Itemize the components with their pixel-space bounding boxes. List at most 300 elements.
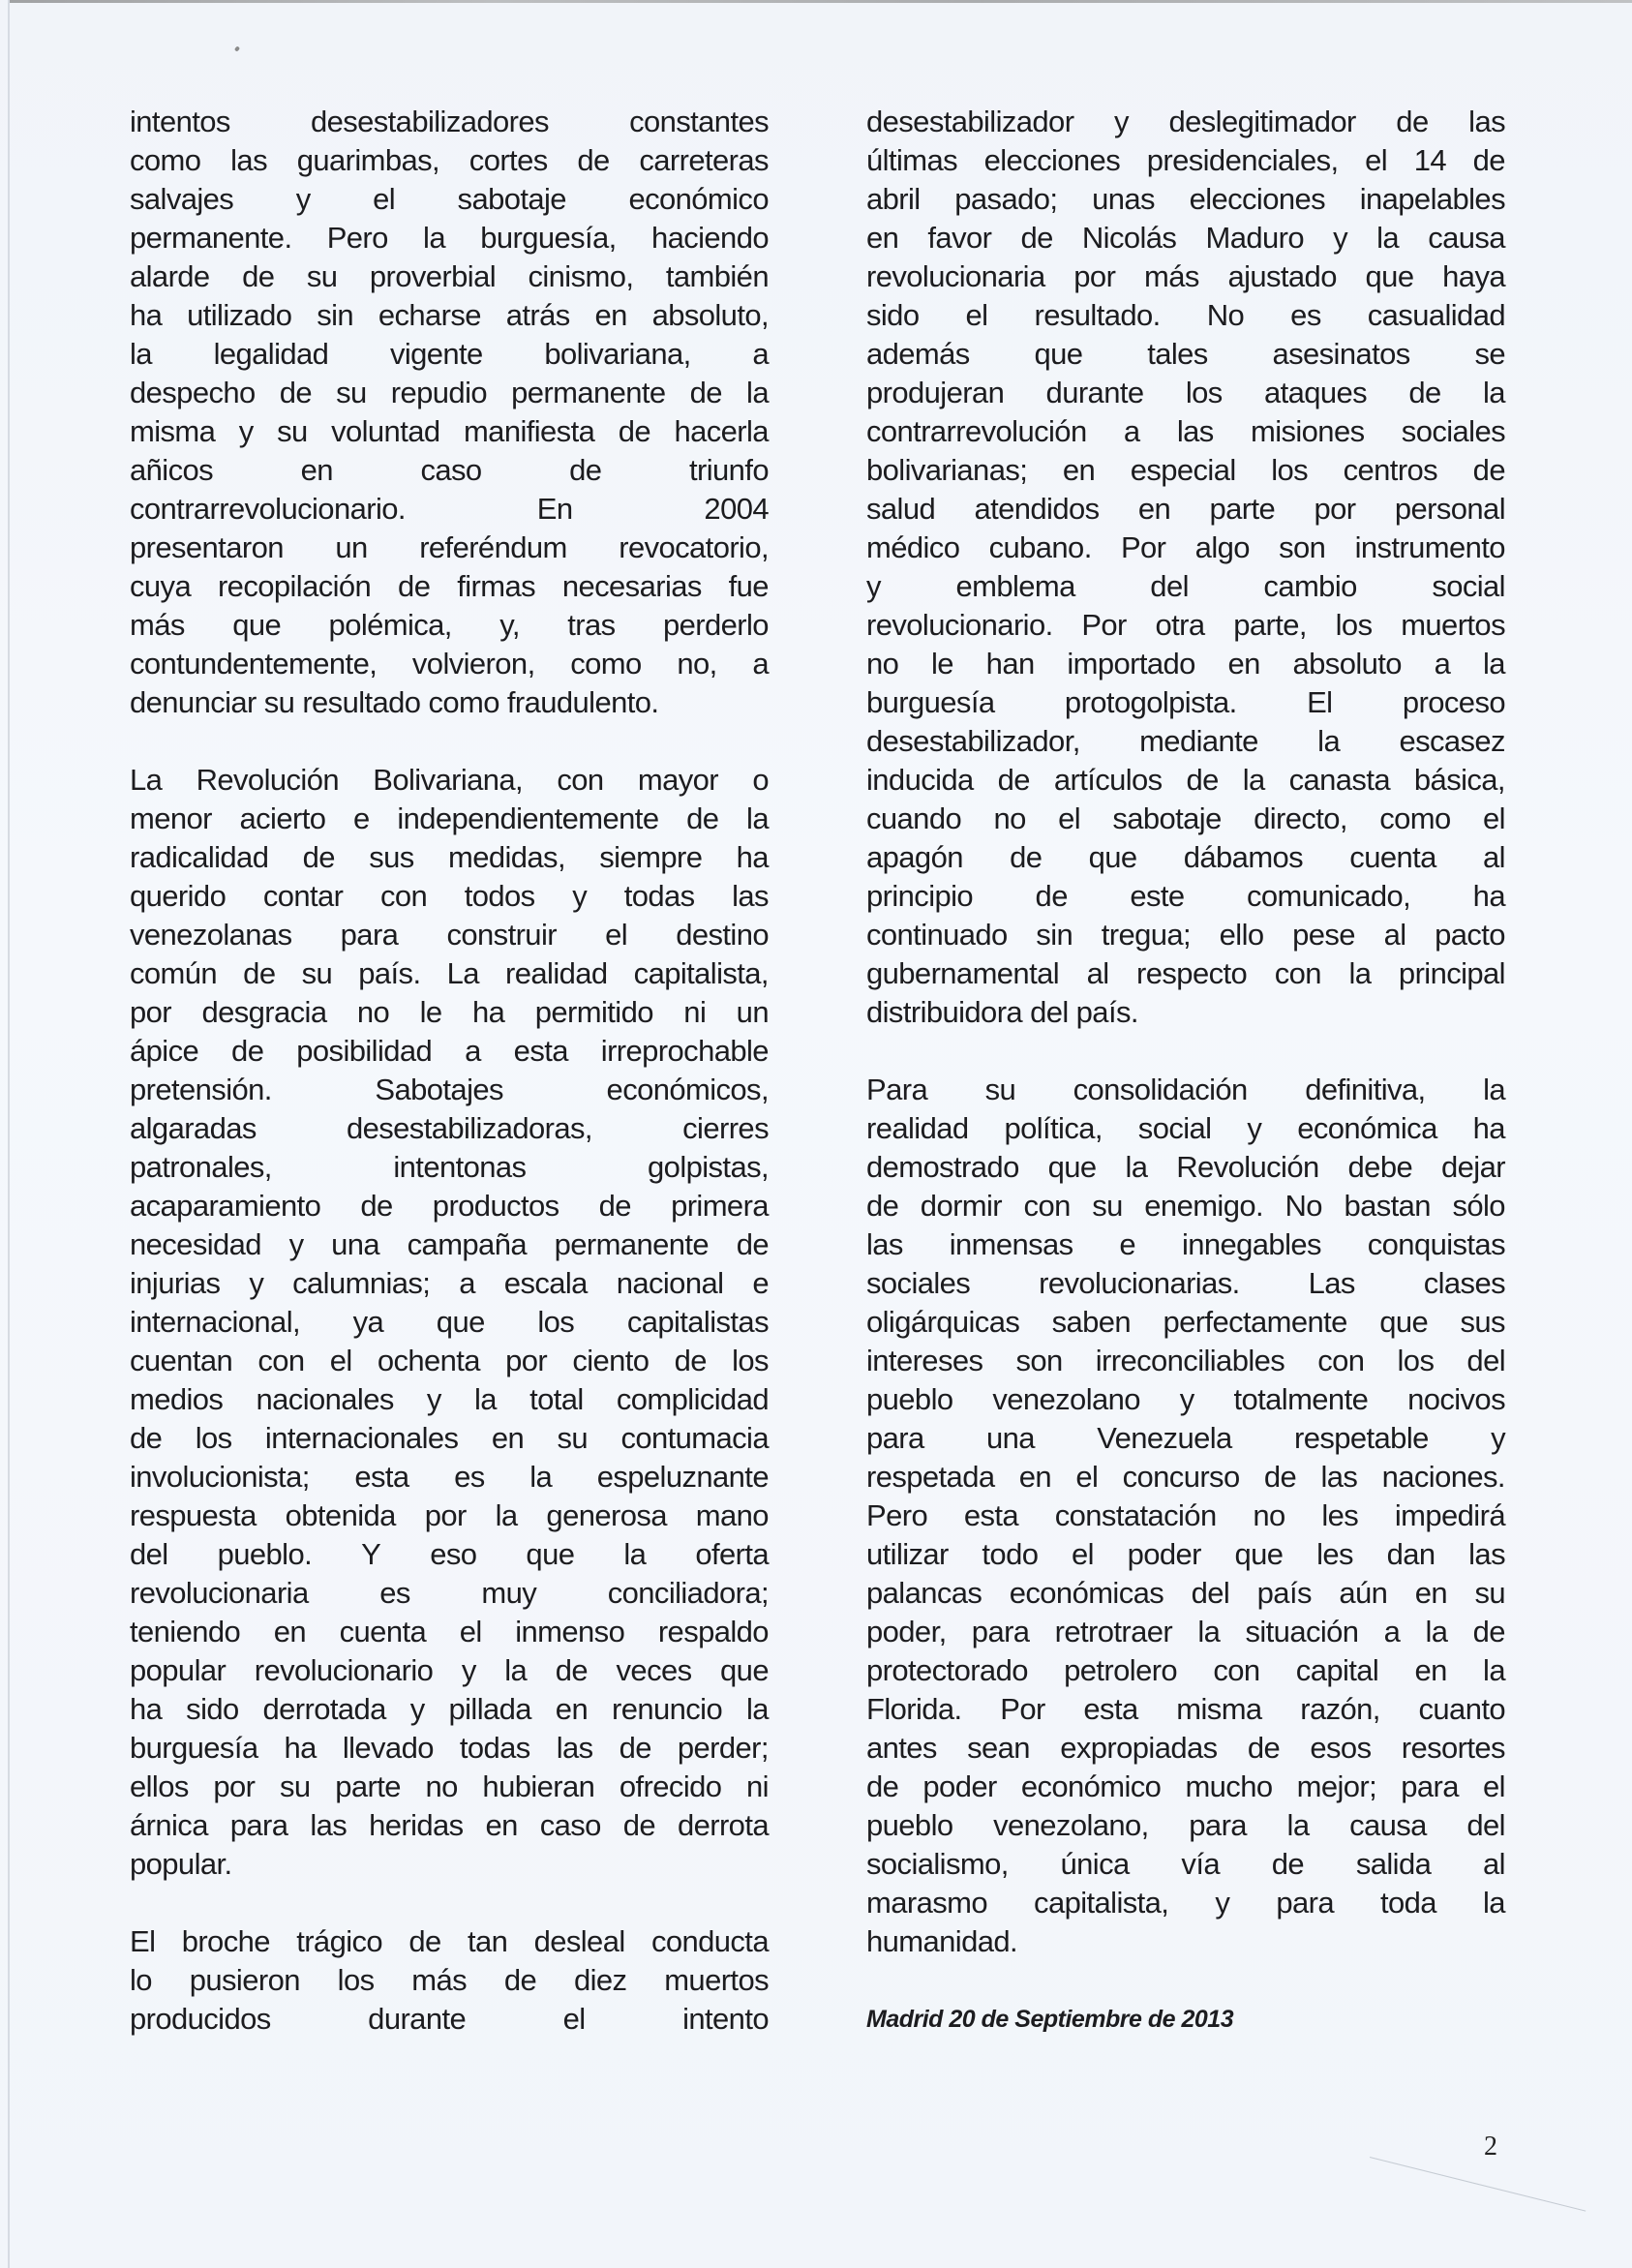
word: Por	[1081, 608, 1127, 642]
text-line	[130, 180, 769, 219]
word: ellos	[130, 1769, 189, 1803]
word: realidad	[866, 1111, 969, 1145]
text-line: distribuidora del país.	[866, 995, 1138, 1029]
word: todos	[464, 879, 535, 913]
text-line	[866, 645, 1505, 683]
text-line	[866, 296, 1505, 335]
word: médico	[866, 530, 960, 564]
word: presidenciales,	[1146, 143, 1339, 177]
word: y	[572, 879, 588, 913]
word: los	[195, 1421, 232, 1455]
word: los	[1271, 453, 1309, 487]
text-line	[130, 916, 769, 954]
word: que	[1047, 1150, 1097, 1184]
word: de	[1408, 376, 1441, 409]
word: total	[529, 1382, 584, 1416]
text-line	[866, 1303, 1505, 1342]
word: muertos	[1401, 608, 1505, 642]
word: burguesía	[130, 1731, 258, 1765]
word: últimas	[866, 143, 957, 177]
word: producidos	[130, 2002, 271, 2036]
word: tregua;	[1101, 918, 1192, 952]
word: de	[302, 840, 335, 874]
word: triunfo	[689, 453, 769, 487]
word: pese	[1292, 918, 1355, 952]
word: ápice	[130, 1034, 199, 1068]
word: antes	[866, 1731, 937, 1765]
word: la	[529, 1460, 553, 1494]
text-line	[130, 1497, 769, 1535]
word: la	[1483, 1073, 1505, 1106]
word: de	[503, 1963, 537, 1997]
word: desgracia	[201, 995, 327, 1029]
word: bastan	[1344, 1189, 1431, 1223]
word: causa	[1428, 221, 1505, 255]
word: ochenta	[377, 1344, 480, 1377]
text-line	[130, 412, 769, 451]
text-line	[866, 412, 1505, 451]
word: pueblo.	[217, 1537, 313, 1571]
word: tan	[467, 1924, 508, 1958]
text-line	[130, 1187, 769, 1225]
word: 2004	[704, 492, 769, 526]
word: atendidos	[974, 492, 1100, 526]
text-line	[866, 1148, 1505, 1187]
text-line	[130, 335, 769, 374]
word: importado	[1067, 647, 1195, 680]
word: por	[213, 1769, 256, 1803]
word: definitiva,	[1305, 1073, 1426, 1106]
word: durante	[368, 2002, 467, 2036]
word: ataques	[1263, 376, 1368, 409]
word: esta	[963, 1498, 1019, 1532]
word: Revolución	[1176, 1150, 1319, 1184]
word: perfectamente	[1163, 1305, 1347, 1339]
word: ha	[472, 995, 505, 1029]
word: trágico	[296, 1924, 383, 1958]
text-line	[130, 1651, 769, 1690]
word: todas	[459, 1731, 530, 1765]
word: y	[1333, 221, 1348, 255]
text-line	[866, 180, 1505, 219]
word: dábamos	[1183, 840, 1304, 874]
text-line	[866, 1419, 1505, 1458]
word: de	[997, 763, 1030, 797]
word: esta	[513, 1034, 568, 1068]
text-line	[130, 1768, 769, 1806]
word: escasez	[1399, 724, 1505, 758]
left-column	[130, 103, 769, 2077]
word: de	[279, 376, 313, 409]
word: diez	[573, 1963, 627, 1997]
word: impedirá	[1394, 1498, 1505, 1532]
text-line	[866, 1380, 1505, 1419]
word: espeluznante	[596, 1460, 769, 1494]
word: el	[1058, 801, 1080, 835]
word: misiones	[1250, 414, 1365, 448]
word: utilizado	[187, 298, 292, 332]
text-line	[866, 141, 1505, 180]
word: capitalista,	[1034, 1886, 1169, 1920]
word: sociales	[1401, 414, 1505, 448]
word: la	[1286, 1808, 1310, 1842]
word: favor	[927, 221, 992, 255]
word: su	[984, 1073, 1016, 1106]
word: de	[1247, 1731, 1281, 1765]
word: de	[130, 1421, 163, 1455]
word: constantes	[629, 105, 769, 138]
word: la	[1242, 763, 1265, 797]
paragraph	[130, 103, 769, 722]
word: que	[1234, 1537, 1284, 1571]
word: poder	[922, 1769, 997, 1803]
word: petrolero	[1064, 1653, 1178, 1687]
word: más	[1143, 259, 1199, 293]
word: independientemente	[397, 801, 659, 835]
word: constatación	[1054, 1498, 1217, 1532]
text-line	[866, 1264, 1505, 1303]
text-line	[130, 645, 769, 683]
word: Nicolás	[1081, 221, 1177, 255]
word: ello	[1219, 918, 1264, 952]
word: cuentan	[130, 1344, 233, 1377]
paragraph	[866, 103, 1505, 1032]
word: tales	[1147, 337, 1208, 371]
word: comunicado,	[1247, 879, 1411, 913]
text-line	[866, 838, 1505, 877]
text-line	[130, 1535, 769, 1574]
text-line	[130, 2000, 769, 2039]
text-line	[866, 1497, 1505, 1535]
word: artículos	[1053, 763, 1163, 797]
text-line	[130, 1071, 769, 1109]
word: ajustado	[1227, 259, 1337, 293]
word: su	[306, 259, 338, 293]
text-line	[130, 954, 769, 993]
right-column	[866, 103, 1505, 2039]
word: eso	[430, 1537, 477, 1571]
word: en	[555, 1692, 589, 1726]
word: especial	[1130, 453, 1236, 487]
paper-crease	[1370, 2157, 1586, 2212]
word: irreconciliables	[1095, 1344, 1285, 1377]
word: del	[1191, 1576, 1230, 1610]
text-line	[866, 374, 1505, 412]
word: y	[426, 1382, 441, 1416]
word: a	[1434, 647, 1451, 680]
word: ha	[736, 840, 769, 874]
word: contundentemente,	[130, 647, 378, 680]
word: económico	[1020, 1769, 1162, 1803]
word: sin	[1036, 918, 1073, 952]
word: para	[1189, 1808, 1247, 1842]
word: dormir	[920, 1189, 1003, 1223]
word: del	[1150, 569, 1189, 603]
text-line	[130, 877, 769, 916]
word: obtenida	[285, 1498, 396, 1532]
word: inmensas	[949, 1227, 1073, 1261]
text-line	[130, 1342, 769, 1380]
word: algaradas	[130, 1111, 257, 1145]
word: echarse	[378, 298, 481, 332]
word: concurso	[1122, 1460, 1240, 1494]
word: de	[1271, 1847, 1305, 1881]
word: hubieran	[482, 1769, 595, 1803]
text-line	[130, 451, 769, 490]
text-line	[130, 1961, 769, 2000]
word: naciones.	[1381, 1460, 1505, 1494]
word: unas	[1092, 182, 1155, 216]
word: con	[557, 763, 604, 797]
word: contrarrevolución	[866, 414, 1087, 448]
word: medios	[130, 1382, 224, 1416]
word: Bolivariana,	[373, 763, 524, 797]
word: socialismo,	[866, 1847, 1009, 1881]
word: en	[1414, 1653, 1447, 1687]
word: de	[866, 1769, 899, 1803]
word: cierres	[682, 1111, 769, 1145]
word: contar	[262, 879, 344, 913]
word: revolucionaria	[866, 259, 1045, 293]
word: el	[562, 2002, 586, 2036]
word: e	[752, 1266, 769, 1300]
word: retrotraer	[1054, 1615, 1173, 1648]
word: desleal	[533, 1924, 625, 1958]
word: enemigo.	[1144, 1189, 1264, 1223]
word: innegables	[1181, 1227, 1321, 1261]
word: la	[1483, 647, 1505, 680]
word: de	[231, 1034, 264, 1068]
word: pretensión.	[130, 1073, 272, 1106]
word: al	[1483, 840, 1505, 874]
word: son	[1015, 1344, 1063, 1377]
word: la	[423, 221, 445, 255]
word: mayor	[637, 763, 719, 797]
word: todo	[982, 1537, 1039, 1571]
word: con	[379, 879, 428, 913]
word: cortes	[468, 143, 548, 177]
text-line	[130, 141, 769, 180]
word: ni	[683, 995, 707, 1029]
word: causa	[1349, 1808, 1427, 1842]
word: la	[495, 1498, 518, 1532]
text-line	[866, 1884, 1505, 1922]
word: su	[1092, 1189, 1123, 1223]
word: la	[1425, 1615, 1448, 1648]
page-left-edge	[8, 0, 10, 2268]
word: de	[1010, 840, 1043, 874]
word: esta	[1083, 1692, 1138, 1726]
word: legalidad	[213, 337, 329, 371]
word: en	[485, 1808, 518, 1842]
text-line	[130, 606, 769, 645]
word: desestabilizadores	[310, 105, 549, 138]
word: de	[686, 801, 719, 835]
word: demostrado	[866, 1150, 1019, 1184]
text-line	[866, 1845, 1505, 1884]
word: y,	[499, 608, 520, 642]
word: su	[280, 1769, 311, 1803]
word: aún	[1339, 1576, 1388, 1610]
word: los	[1335, 608, 1373, 642]
word: pueblo	[866, 1382, 953, 1416]
word: la	[1317, 724, 1341, 758]
word: Por	[1000, 1692, 1045, 1726]
word: generosa	[546, 1498, 667, 1532]
word: de	[674, 1344, 707, 1377]
word: toda	[1380, 1886, 1436, 1920]
word: en	[1018, 1460, 1052, 1494]
word: de	[360, 1189, 393, 1223]
word: del	[130, 1537, 168, 1571]
word: contumacia	[620, 1421, 769, 1455]
word: que	[526, 1537, 575, 1571]
word: llevado	[342, 1731, 434, 1765]
word: una	[331, 1227, 380, 1261]
word: principal	[1398, 956, 1505, 990]
text-line	[866, 219, 1505, 257]
word: en	[1414, 1576, 1447, 1610]
word: palancas	[866, 1576, 982, 1610]
word: común	[130, 956, 218, 990]
word: Y	[361, 1537, 381, 1571]
word: venezolano	[992, 1382, 1140, 1416]
word: a	[752, 337, 769, 371]
text-line	[130, 838, 769, 877]
word: protectorado	[866, 1653, 1028, 1687]
word: que	[720, 1653, 769, 1687]
word: conducta	[650, 1924, 769, 1958]
word: ya	[352, 1305, 384, 1339]
word: siempre	[599, 840, 703, 874]
word: Pero	[866, 1498, 928, 1532]
text-line	[866, 1187, 1505, 1225]
word: construir	[446, 918, 557, 952]
word: perder;	[677, 1731, 769, 1765]
page-top-edge	[8, 0, 1632, 3]
word: como	[1379, 801, 1451, 835]
word: abril	[866, 182, 921, 216]
text-line	[866, 567, 1505, 606]
word: para	[1276, 1886, 1334, 1920]
word: Pero	[326, 221, 388, 255]
word: sus	[1460, 1305, 1505, 1339]
word: la	[1125, 1150, 1148, 1184]
word: la	[504, 1653, 528, 1687]
word: que	[1034, 337, 1083, 371]
word: añicos	[130, 453, 214, 487]
word: e	[353, 801, 370, 835]
word: radicalidad	[130, 840, 269, 874]
word: por	[505, 1344, 548, 1377]
word: venezolano,	[993, 1808, 1149, 1842]
word: como	[130, 143, 201, 177]
scan-speck	[234, 45, 240, 51]
word: de	[243, 956, 276, 990]
text-line	[130, 1419, 769, 1458]
word: contrarrevolucionario.	[130, 492, 406, 526]
word: pacto	[1435, 918, 1505, 952]
word: la	[1483, 1886, 1505, 1920]
word: resultado.	[1034, 298, 1161, 332]
word: esta	[354, 1460, 409, 1494]
word: le	[419, 995, 442, 1029]
word: inmenso	[515, 1615, 625, 1648]
word: el	[1072, 1537, 1094, 1571]
word: se	[1474, 337, 1505, 371]
word: los	[1185, 376, 1223, 409]
word: con	[1274, 956, 1321, 990]
word: cuya	[130, 569, 192, 603]
word: salida	[1355, 1847, 1432, 1881]
word: calumnias;	[292, 1266, 431, 1300]
word: el	[459, 1615, 482, 1648]
word: cuenta	[1349, 840, 1436, 874]
word: revolucionario	[254, 1653, 434, 1687]
word: nacionales	[256, 1382, 394, 1416]
word: realidad	[505, 956, 608, 990]
word: No	[1284, 1189, 1322, 1223]
right-column-body	[866, 103, 1505, 1961]
word: despecho	[130, 376, 256, 409]
word: durante	[1045, 376, 1144, 409]
word: para	[229, 1808, 288, 1842]
word: apagón	[866, 840, 963, 874]
word: broche	[181, 1924, 270, 1958]
word: sean	[967, 1731, 1030, 1765]
word: permitido	[534, 995, 653, 1029]
text-line	[866, 1729, 1505, 1768]
word: revolucionario.	[866, 608, 1053, 642]
word: nacional	[616, 1266, 724, 1300]
text-line	[130, 1225, 769, 1264]
text-line	[866, 683, 1505, 722]
word: burguesía	[866, 685, 995, 719]
word: un	[736, 995, 769, 1029]
word: la	[130, 337, 152, 371]
word: las	[1468, 1537, 1505, 1571]
text-line	[130, 529, 769, 567]
word: consolidación	[1073, 1073, 1248, 1106]
word: en	[300, 453, 333, 487]
word: del	[1466, 1344, 1505, 1377]
word: querido	[130, 879, 227, 913]
text-line	[866, 1690, 1505, 1729]
word: para	[340, 918, 399, 952]
word: inducida	[866, 763, 974, 797]
word: las	[1176, 414, 1214, 448]
word: proceso	[1402, 685, 1505, 719]
word: y	[1215, 1886, 1230, 1920]
word: económicos,	[606, 1073, 769, 1106]
word: No	[1206, 298, 1245, 332]
word: el	[1482, 801, 1505, 835]
word: instrumento	[1354, 530, 1505, 564]
text-line	[130, 257, 769, 296]
word: de	[398, 569, 431, 603]
word: continuado	[866, 918, 1008, 952]
text-line: denunciar su resultado como fraudulento.	[130, 685, 659, 719]
word: que	[436, 1305, 485, 1339]
word: principio	[866, 879, 974, 913]
word: básica,	[1413, 763, 1505, 797]
word: a	[465, 1034, 481, 1068]
word: su	[557, 1421, 589, 1455]
text-line	[866, 606, 1505, 645]
text-line	[130, 1148, 769, 1187]
word: pueblo	[866, 1808, 953, 1842]
word: económicas	[1009, 1576, 1164, 1610]
